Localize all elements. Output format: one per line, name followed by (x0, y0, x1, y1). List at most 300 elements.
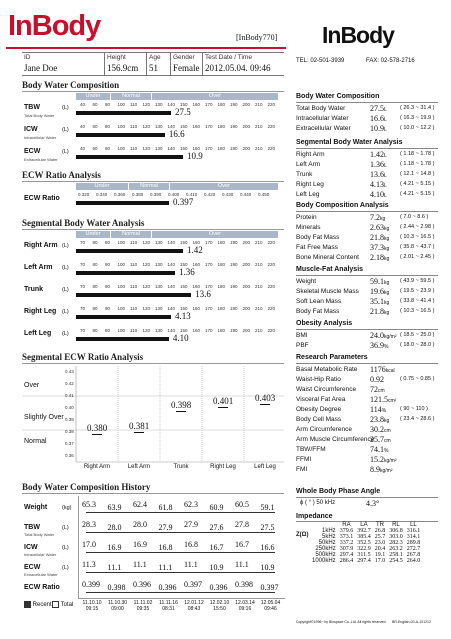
bwc-tick-1-13: 200 (242, 124, 251, 129)
seg-tick-1-3: 100 (117, 262, 126, 267)
seg-tick-2-2: 90 (105, 284, 111, 289)
imp-val-1-1: 385.4 (357, 534, 371, 540)
right-bca-range-2: ( 10.3 ~ 16.5 ) (400, 234, 435, 240)
seg-tick-1-11: 180 (217, 262, 226, 267)
bwc-sub-0: Total Body Water (24, 113, 55, 118)
seg-tick-4-11: 180 (217, 328, 226, 333)
bwc-tick-0-11: 180 (217, 102, 226, 107)
imp-val-4-4: 267.8 (406, 552, 421, 558)
ecw-band-normal: Normal (129, 183, 169, 190)
history-date-7: 12.05.04 09:46 (260, 600, 281, 612)
right-mfa-num-0: 59.1 (370, 277, 384, 286)
seg-tick-1-8: 150 (180, 262, 188, 267)
segecw-marker-0 (92, 434, 102, 435)
bwc-bar-0 (76, 111, 171, 115)
right-rp-num-5: 23.8 (370, 415, 384, 424)
right-bwc-range-0: ( 26.3 ~ 31.4 ) (400, 105, 435, 111)
right-bca-row-0 (296, 214, 438, 224)
seg-value-0: 1.42 (187, 245, 203, 255)
seg-tick-3-12: 190 (230, 306, 238, 311)
ecw-tick-8: 0.430 (222, 192, 234, 197)
seg-tick-2-3: 100 (117, 284, 126, 289)
history-value-4-2: 0.396 (133, 580, 151, 589)
segecw-zone-1: Slightly Over (24, 414, 64, 421)
bwc-tick-1-1: 60 (92, 124, 98, 129)
seg-tick-3-8: 150 (180, 306, 188, 311)
seg-tick-1-2: 90 (105, 262, 111, 267)
right-oba-row-1 (296, 342, 438, 352)
imp-freq-4: 500kHz (315, 552, 336, 558)
history-value-4-3: 0.396 (158, 583, 177, 592)
right-seg-num-1: 1.36 (370, 160, 384, 169)
segecw-zone-0: Over (24, 382, 40, 389)
seg-tick-4-5: 120 (142, 328, 151, 333)
history-value-3-2: 11.1 (133, 560, 147, 569)
seg-tick-4-0: 70 (80, 328, 86, 333)
history-value-1-3: 27.9 (158, 523, 173, 532)
right-seg-value-4 (370, 190, 387, 199)
right-bwc-value-0 (370, 104, 387, 113)
phase-line (296, 497, 438, 498)
right-bwc-line (296, 102, 438, 103)
right-oba-num-0: 24.0 (370, 331, 384, 340)
right-mfa-value-1 (370, 287, 389, 296)
imp-col-2: TR (375, 522, 384, 528)
seg-tick-0-13: 200 (242, 240, 251, 245)
right-rp-unit-9: kg/m² (384, 458, 397, 464)
right-rp-name-1: Waist-Hip Ratio (296, 376, 341, 383)
right-mfa-num-3: 21.8 (370, 307, 384, 316)
right-oba-name-0: BMI (296, 332, 308, 339)
right-seg-name-2: Trunk (296, 171, 313, 178)
seg-tick-4-12: 190 (230, 328, 238, 333)
imp-freq-5: 1000kHz (312, 558, 336, 564)
impedance-title: Impedance (296, 513, 333, 520)
right-bca-value-3 (370, 243, 389, 252)
right-rp-unit-10: kg/m² (380, 468, 393, 474)
right-mfa-value-0 (370, 277, 389, 286)
seg-tick-0-4: 110 (130, 240, 138, 245)
age-label: Age (149, 54, 161, 61)
seg-tick-4-1: 80 (92, 328, 98, 333)
history-value-4-1: 0.398 (107, 583, 126, 592)
seg-unit-1: (L) (62, 265, 69, 271)
right-bca-num-0: 7.2 (370, 213, 380, 222)
right-rp-value-7 (370, 435, 391, 444)
right-rp-value-2 (370, 385, 385, 394)
right-seg-row-0 (296, 151, 438, 161)
right-bca-range-4: ( 2.01 ~ 2.45 ) (400, 254, 435, 260)
seg-tick-1-14: 210 (255, 262, 263, 267)
seg-tick-3-11: 180 (217, 306, 226, 311)
right-seg-row-2 (296, 171, 438, 181)
seg-bar-0 (76, 249, 183, 253)
history-value-2-6: 16.7 (235, 540, 249, 549)
right-mfa-name-2: Soft Lean Mass (296, 298, 342, 305)
right-bca-name-3: Fat Free Mass (296, 244, 338, 251)
right-rp-range-5: ( 23.4 ~ 28.6 ) (400, 416, 435, 422)
right-mfa-row-1 (296, 288, 438, 298)
ecw-band-over: Over (170, 183, 278, 190)
segecw-value-1: 0.381 (129, 421, 150, 432)
history-sub-2: Intracellular Water (24, 552, 57, 557)
seg-tick-1-12: 190 (230, 262, 238, 267)
history-unit-0: (kg) (62, 505, 72, 511)
bwc-band-under: Under (76, 93, 110, 100)
segecw-chart (22, 366, 284, 476)
right-seg-unit-1: L (384, 163, 387, 169)
right-rp-row-1 (296, 376, 438, 386)
segecw-ytick-2: 0.41 (65, 393, 74, 398)
right-rp-row-8 (296, 446, 438, 456)
right-mfa-range-1: ( 19.5 ~ 23.9 ) (400, 288, 435, 294)
right-rp-row-5 (296, 416, 438, 426)
imp-val-4-0: 297.4 (339, 552, 354, 558)
seg-tick-1-7: 140 (167, 262, 176, 267)
seg-tick-3-1: 80 (92, 306, 98, 311)
bwc-value-2: 10.9 (187, 151, 203, 161)
history-value-3-4: 11.1 (184, 560, 198, 569)
right-bwc-unit-2: L (384, 127, 387, 133)
right-bwc-num-1: 16.6 (370, 114, 384, 123)
seg-value-1: 1.36 (178, 267, 195, 277)
segecw-marker-1 (134, 432, 144, 433)
history-value-0-5: 60.9 (209, 503, 224, 512)
seg-tick-1-15: 220 (267, 262, 276, 267)
impedance-table (310, 522, 422, 564)
right-mfa-range-3: ( 10.3 ~ 16.5 ) (400, 308, 435, 314)
right-rp-num-1: 0.92 (370, 375, 384, 384)
right-seg-row-1 (296, 161, 438, 171)
right-oba-value-1 (370, 341, 388, 350)
right-rp-name-3: Visceral Fat Area (296, 396, 346, 403)
right-rp-name-4: Obesity Degree (296, 406, 342, 413)
right-bca-title: Body Composition Analysis (296, 202, 389, 209)
seg-bar-3 (76, 315, 171, 319)
segecw-marker-2 (176, 411, 186, 412)
seg-tick-1-0: 70 (80, 262, 86, 267)
history-date-2: 11.11.02 09:35 (133, 600, 153, 612)
imp-val-3-4: 272.7 (406, 546, 421, 552)
history-value-4-5: 0.396 (209, 583, 228, 592)
seg-label-3: Right Leg (24, 308, 57, 315)
history-sub-1: Total Body Water (24, 532, 55, 537)
history-value-2-1: 16.9 (107, 543, 122, 552)
right-rp-row-10 (296, 466, 438, 476)
history-label-4: ECW Ratio (24, 584, 60, 591)
seg-unit-0: (L) (62, 243, 69, 249)
right-seg-range-2: ( 12.1 ~ 14.8 ) (400, 171, 435, 177)
bwc-tick-2-11: 180 (217, 146, 226, 151)
history-value-1-7: 27.5 (260, 523, 275, 532)
bwc-tick-1-10: 170 (205, 124, 213, 129)
imp-val-5-0: 286.4 (339, 558, 354, 564)
right-mfa-name-0: Weight (296, 278, 317, 285)
history-value-3-1: 11.1 (107, 563, 122, 572)
segecw-name-2: Trunk (173, 464, 189, 470)
seg-tick-1-13: 200 (242, 262, 251, 267)
history-date-1: 11.10.30 09:00 (107, 600, 128, 612)
history-value-1-1: 28.0 (107, 523, 122, 532)
gender-label: Gender (173, 54, 195, 61)
history-value-0-0: 65.3 (82, 500, 96, 509)
id-label: ID (24, 54, 31, 61)
imp-val-2-1: 352.5 (357, 540, 371, 546)
right-oba-value-0 (370, 331, 397, 340)
seg-tick-0-10: 170 (205, 240, 213, 245)
seg-tick-4-10: 170 (205, 328, 213, 333)
legend-total[interactable]: Total (52, 601, 73, 608)
imp-val-3-3: 263.2 (389, 546, 403, 552)
right-rp-value-9 (370, 455, 397, 464)
segecw-value-3: 0.401 (213, 395, 234, 406)
seg-tick-4-7: 140 (167, 328, 176, 333)
right-bca-range-3: ( 35.8 ~ 43.7 ) (400, 244, 435, 250)
right-bwc-value-1 (370, 114, 387, 123)
history-date-0: 11.10.10 09:15 (82, 600, 102, 612)
segecw-marker-4 (260, 404, 270, 405)
bwc-unit-0: (L) (62, 105, 69, 111)
seg-tick-0-14: 210 (255, 240, 263, 245)
bwc-tick-0-6: 130 (155, 102, 163, 107)
seg-tick-1-10: 170 (205, 262, 213, 267)
bwc-tick-0-12: 190 (230, 102, 238, 107)
seg-tick-0-0: 70 (80, 240, 86, 245)
right-rp-unit-7: cm (384, 438, 391, 444)
right-bca-unit-4: kg (384, 256, 390, 262)
seg-tick-0-6: 130 (155, 240, 163, 245)
bwc-title: Body Water Composition (22, 80, 120, 90)
bwc-tick-0-5: 120 (142, 102, 151, 107)
imp-val-5-2: 17.0 (374, 558, 386, 564)
right-rp-row-3 (296, 396, 438, 406)
right-bca-range-1: ( 2.44 ~ 2.98 ) (400, 224, 435, 230)
ecw-band-under: Under (76, 183, 128, 190)
right-bca-name-2: Body Fat Mass (296, 234, 340, 241)
age-value: 51 (149, 63, 158, 73)
bwc-tick-2-9: 160 (192, 146, 201, 151)
history-date-3: 11.11.16 08:31 (159, 600, 178, 612)
height-label: Height (107, 54, 126, 61)
right-bwc-title: Body Water Composition (296, 93, 380, 100)
right-seg-range-1: ( 1.18 ~ 1.78 ) (400, 161, 435, 167)
seg-tick-2-7: 140 (167, 284, 176, 289)
right-oba-range-1: ( 18.0 ~ 28.0 ) (400, 342, 435, 348)
history-value-3-7: 10.9 (260, 563, 275, 572)
seg-tick-2-15: 220 (267, 284, 276, 289)
seg-tick-2-11: 180 (217, 284, 226, 289)
header-divider (6, 47, 286, 49)
right-oba-unit-1: % (384, 344, 389, 350)
bwc-tick-1-11: 180 (217, 124, 226, 129)
right-rp-num-8: 74.1 (370, 445, 384, 454)
imp-val-3-1: 322.9 (357, 546, 371, 552)
right-mfa-num-2: 35.1 (370, 297, 384, 306)
bwc-unit-1: (L) (62, 127, 69, 133)
right-oba-range-0: ( 18.5 ~ 25.0 ) (400, 332, 435, 338)
bwc-tick-2-6: 130 (155, 146, 163, 151)
right-seg-name-3: Right Leg (296, 181, 324, 188)
history-value-2-4: 16.8 (184, 540, 198, 549)
segecw-ytick-6: 0.37 (65, 441, 74, 446)
history-unit-3: (L) (62, 565, 69, 571)
imp-val-1-4: 314.1 (406, 534, 421, 540)
imp-val-2-0: 337.2 (339, 540, 354, 546)
seg-tick-0-2: 90 (105, 240, 111, 245)
seg-band-over: Over (152, 231, 278, 238)
right-rp-range-1: ( 0.75 ~ 0.85 ) (400, 376, 435, 382)
right-mfa-title: Muscle-Fat Analysis (296, 266, 364, 273)
bwc-tick-2-4: 110 (130, 146, 138, 151)
segecw-ytick-1: 0.42 (65, 381, 74, 386)
seg-bar-4 (76, 337, 169, 341)
right-oba-num-1: 36.9 (370, 341, 384, 350)
right-bca-name-4: Bone Mineral Content (296, 254, 359, 261)
right-rp-value-3 (370, 395, 396, 404)
right-rp-value-1 (370, 375, 384, 384)
right-bca-unit-3: kg (384, 246, 390, 252)
right-seg-value-3 (370, 180, 387, 189)
seg-value-2: 13.6 (195, 289, 211, 299)
right-mfa-range-2: ( 33.8 ~ 41.4 ) (400, 298, 435, 304)
right-seg-unit-2: L (384, 173, 387, 179)
right-rp-num-6: 30.2 (370, 425, 384, 434)
right-bwc-name-1: Intracellular Water (296, 115, 349, 122)
right-bwc-row-0 (296, 105, 438, 115)
bwc-sub-2: Extracellular Water (24, 157, 58, 162)
right-rp-line (296, 363, 438, 364)
date-label: Test Date / Time (205, 54, 252, 61)
seg-unit-2: (L) (62, 287, 69, 293)
right-seg-unit-3: L (384, 183, 387, 189)
bwc-tick-1-4: 110 (130, 124, 138, 129)
seg-tick-4-4: 110 (130, 328, 138, 333)
history-value-0-6: 60.5 (235, 500, 249, 509)
seg-tick-0-7: 140 (167, 240, 176, 245)
impedance-z-label: Z(Ω) (296, 532, 309, 538)
right-seg-num-4: 4.10 (370, 190, 384, 199)
right-mfa-range-0: ( 43.9 ~ 59.5 ) (400, 278, 435, 284)
right-seg-row-3 (296, 181, 438, 191)
seg-tick-3-14: 210 (255, 306, 263, 311)
bwc-tick-0-8: 150 (180, 102, 188, 107)
bwc-tick-2-1: 60 (92, 146, 98, 151)
right-rp-row-0 (296, 366, 438, 376)
bwc-tick-1-7: 140 (167, 124, 176, 129)
segecw-ytick-0: 0.43 (65, 369, 74, 374)
bwc-label-2: ECW (24, 148, 41, 155)
history-sub-3: Extracellular Water (24, 572, 58, 577)
right-bwc-num-2: 10.9 (370, 124, 384, 133)
right-rp-num-0: 1176 (370, 365, 386, 374)
segecw-ytick-7: 0.36 (65, 453, 74, 458)
bwc-tick-2-15: 220 (267, 146, 276, 151)
right-rp-title: Research Parameters (296, 354, 368, 361)
right-bwc-num-0: 27.5 (370, 104, 384, 113)
seg-unit-4: (L) (62, 331, 69, 337)
bwc-tick-0-15: 220 (267, 102, 276, 107)
seg-tick-1-1: 80 (92, 262, 98, 267)
right-mfa-value-2 (370, 297, 389, 306)
bwc-tick-0-3: 100 (117, 102, 126, 107)
imp-freq-3: 250kHz (315, 546, 336, 552)
history-value-3-3: 11.1 (158, 563, 173, 572)
history-label-2: ICW (24, 544, 38, 551)
inbody-logo-right: InBody (322, 22, 394, 48)
bwc-tick-2-3: 100 (117, 146, 126, 151)
imp-val-2-3: 282.3 (389, 540, 403, 546)
seg-tick-2-12: 190 (230, 284, 238, 289)
imp-val-4-2: 19.1 (374, 552, 386, 558)
seg-tick-3-13: 200 (242, 306, 251, 311)
right-rp-num-3: 121.5 (370, 395, 388, 404)
history-value-3-6: 11.1 (235, 560, 249, 569)
ecw-title: ECW Ratio Analysis (22, 170, 101, 180)
seg-value-4: 4.10 (172, 333, 189, 343)
patient-info (22, 52, 284, 76)
right-seg-value-1 (370, 160, 387, 169)
ecw-tick-4: 0.390 (150, 192, 162, 197)
right-mfa-num-1: 19.6 (370, 287, 384, 296)
bwc-tick-2-7: 140 (167, 146, 176, 151)
right-rp-num-2: 72 (370, 385, 378, 394)
right-bca-num-3: 37.3 (370, 243, 384, 252)
history-value-0-3: 61.8 (158, 503, 173, 512)
seg-tick-2-0: 70 (80, 284, 86, 289)
bwc-value-0: 27.5 (174, 107, 191, 117)
seg-tick-2-14: 210 (255, 284, 263, 289)
history-label-0: Weight (24, 504, 48, 511)
history-value-1-4: 27.9 (184, 520, 198, 529)
right-mfa-line (296, 275, 438, 276)
bwc-tick-2-5: 120 (142, 146, 151, 151)
seg-tick-3-0: 70 (80, 306, 86, 311)
right-bwc-name-0: Total Body Water (296, 105, 346, 112)
seg-tick-0-1: 80 (92, 240, 98, 245)
right-rp-name-5: Body Cell Mass (296, 416, 342, 423)
right-bca-num-1: 2.63 (370, 223, 384, 232)
right-bca-line (296, 211, 438, 212)
seg-label-0: Right Arm (24, 242, 58, 249)
imp-val-0-0: 379.6 (339, 528, 354, 534)
bwc-band-over: Over (152, 93, 278, 100)
ecw-tick-5: 0.400 (168, 192, 180, 197)
right-seg-line (296, 148, 438, 149)
right-rp-name-8: TBW/FFM (296, 446, 326, 453)
segecw-ytick-3: 0.40 (65, 405, 74, 410)
bwc-tick-0-4: 110 (130, 102, 138, 107)
seg-tick-3-9: 160 (192, 306, 201, 311)
seg-tick-0-11: 180 (217, 240, 226, 245)
legend-recent[interactable]: Recent (24, 601, 52, 608)
right-mfa-row-3 (296, 308, 438, 318)
segecw-marker-3 (218, 407, 228, 408)
model-label: [InBody770] (236, 33, 278, 42)
bwc-tick-1-9: 160 (192, 124, 201, 129)
seg-tick-1-9: 160 (192, 262, 201, 267)
imp-freq-0: 1kHz (322, 528, 336, 534)
seg-tick-2-10: 170 (205, 284, 213, 289)
seg-tick-4-14: 210 (255, 328, 263, 333)
right-rp-num-7: 25.7 (370, 435, 384, 444)
seg-tick-0-9: 160 (192, 240, 201, 245)
right-bwc-unit-1: L (384, 117, 387, 123)
seg-title: Segmental Body Water Analysis (22, 218, 145, 228)
right-rp-row-7 (296, 436, 438, 446)
right-mfa-unit-1: kg (384, 290, 390, 296)
copyright: Copyright©1996~ by Biospace Co.,Ltd. All rights reserved. (296, 620, 387, 624)
right-rp-value-6 (370, 425, 391, 434)
